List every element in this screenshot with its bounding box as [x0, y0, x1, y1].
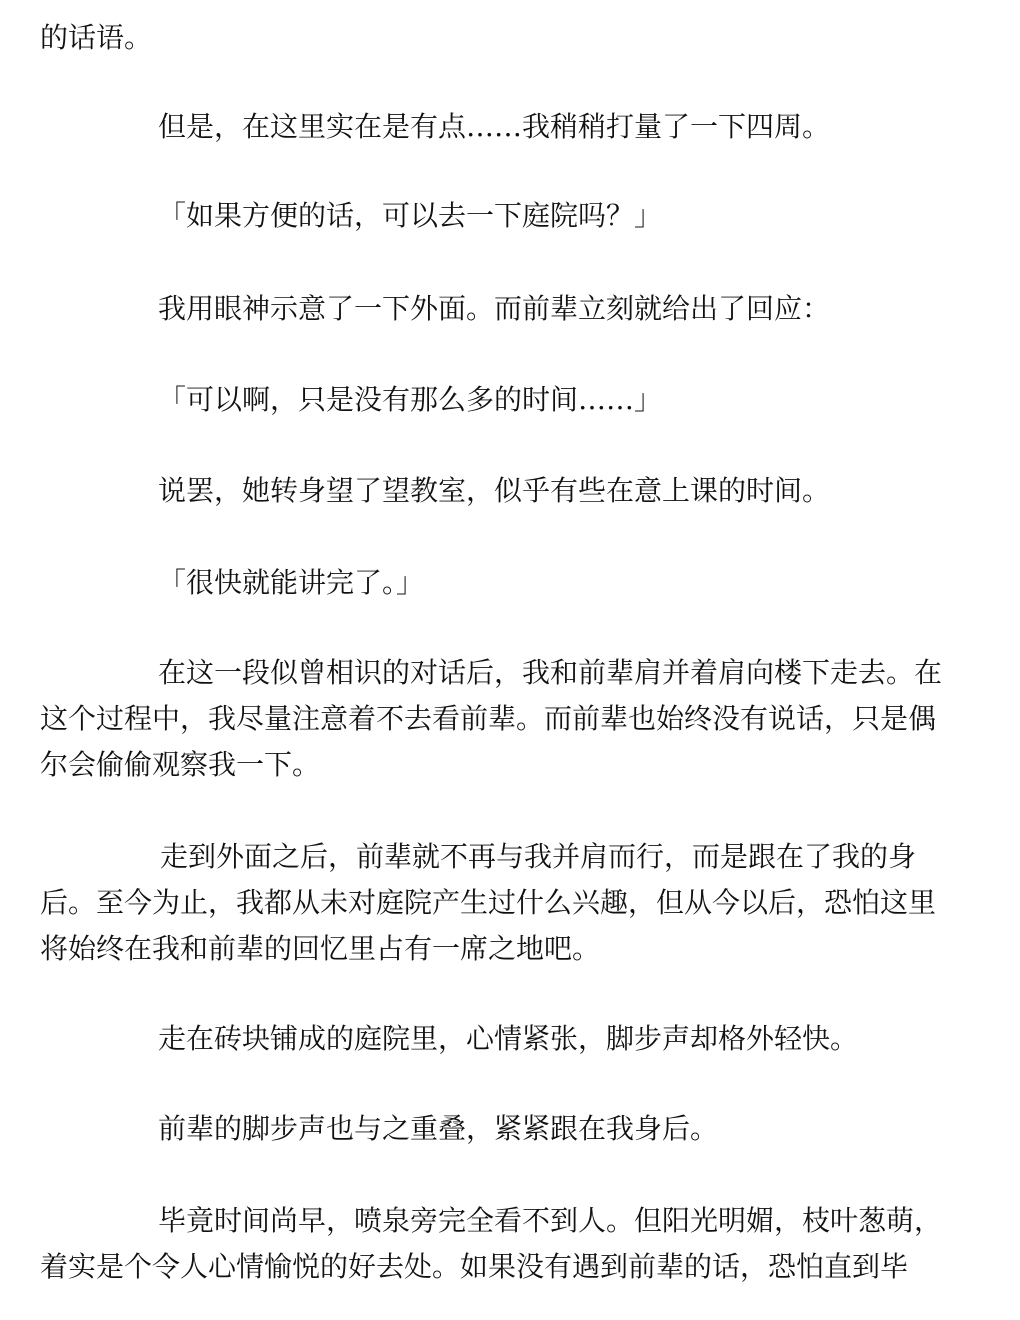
- text-line: 说罢，她转身望了望教室，似乎有些在意上课的时间。: [158, 474, 831, 507]
- text-line: 在这一段似曾相识的对话后，我和前辈肩并着肩向楼下走去。在: [158, 656, 943, 689]
- text-line: 将始终在我和前辈的回忆里占有一席之地吧。: [40, 932, 601, 965]
- text-line: 走在砖块铺成的庭院里，心情紧张，脚步声却格外轻快。: [158, 1022, 859, 1055]
- text-line: 这个过程中，我尽量注意着不去看前辈。而前辈也始终没有说话，只是偶: [40, 702, 937, 735]
- text-line: 的话语。: [40, 21, 153, 54]
- text-line: 走到外面之后，前辈就不再与我并肩而行，而是跟在了我的身: [160, 840, 917, 873]
- text-line: 但是，在这里实在是有点……我稍稍打量了一下四周。: [158, 110, 831, 143]
- text-line: 我用眼神示意了一下外面。而前辈立刻就给出了回应：: [158, 292, 831, 325]
- text-line: 前辈的脚步声也与之重叠，紧紧跟在我身后。: [158, 1112, 719, 1145]
- text-line: 着实是个令人心情愉悦的好去处。如果没有遇到前辈的话，恐怕直到毕: [40, 1250, 909, 1283]
- text-line: 后。至今为止，我都从未对庭院产生过什么兴趣，但从今以后，恐怕这里: [40, 886, 937, 919]
- dialogue-line: 「如果方便的话，可以去一下庭院吗？」: [158, 199, 663, 232]
- dialogue-line: 「可以啊，只是没有那么多的时间……」: [158, 383, 663, 416]
- dialogue-line: 「很快就能讲完了。」: [158, 566, 425, 599]
- text-line: 尔会偷偷观察我一下。: [40, 748, 321, 781]
- text-line: 毕竟时间尚早，喷泉旁完全看不到人。但阳光明媚，枝叶葱萌，: [158, 1204, 943, 1237]
